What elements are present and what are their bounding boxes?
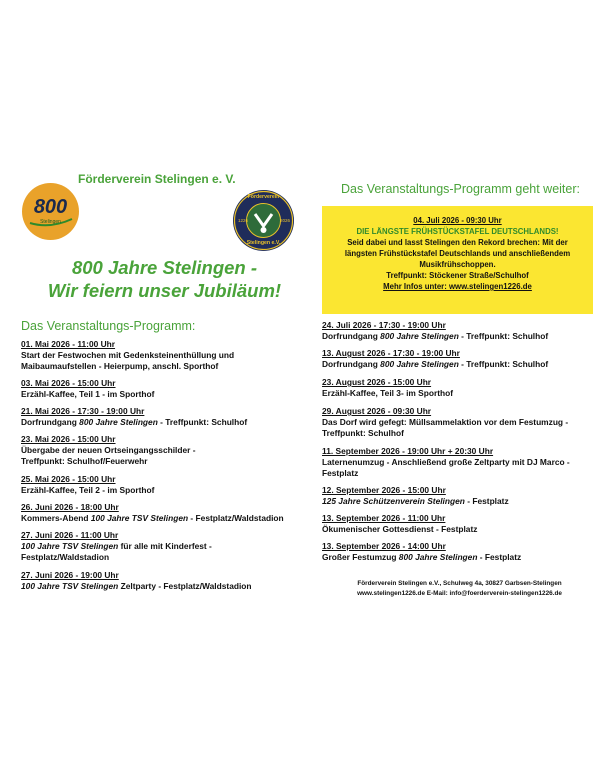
event-left-5 [21,474,154,496]
event-text: Erzähl-Kaffee, Teil 1 - im Sporthof [21,389,155,400]
title-line-1: 800 Jahre Stelingen - [71,257,258,278]
title-line-2: Wir feiern unser Jubiläum! [47,280,282,301]
event-text-pre: Kommers-Abend [21,513,91,524]
highlight-box [322,206,593,314]
event-date: 29. August 2026 - 09:30 Uhr [322,406,432,416]
event-date: 01. Mai 2026 - 11:00 Uhr [21,339,116,349]
event-date: 23. Mai 2026 - 15:00 Uhr [21,434,116,444]
event-date: 21. Mai 2026 - 17:30 - 19:00 Uhr [21,406,145,416]
event-text-post: - Festplatz/Waldstadion [188,513,284,524]
event-right-6 [322,485,509,507]
event-text-italic: 800 Jahre Stelingen [398,552,478,563]
highlight-headline: DIE LÄNGSTE FRÜHSTÜCKSTAFEL DEUTSCHLANDS! [356,227,559,236]
event-text-pre: Dorfrundgang [21,417,80,428]
logo2-left: 1226 [238,218,249,223]
event-text-post: - Treffpunkt: Schulhof [458,331,549,342]
event-text: Maibaumaufstellen - Heierpump, anschl. Sporthof [21,361,219,372]
event-right-5 [322,446,570,480]
event-left-8 [21,570,252,592]
highlight-info-link[interactable]: Mehr Infos unter: www.stelingen1226.de [383,282,532,291]
event-text-post: - Festplatz [477,552,522,563]
event-text [322,496,509,507]
highlight-body-1: Seid dabei und lasst Stelingen den Rekord brechen: Mit der [347,238,568,247]
event-text [322,359,548,370]
event-text-italic: 100 Jahre TSV Stelingen [21,581,119,592]
event-text: Ökumenischer Gottesdienst - Festplatz [322,524,478,535]
event-text: Treffpunkt: Schulhof [322,428,404,439]
event-text-pre: Dorfrundgang [322,359,381,370]
event-text-italic: 100 Jahre TSV Stelingen [90,513,189,524]
event-date: 13. August 2026 - 17:30 - 19:00 Uhr [322,348,460,358]
event-right-2 [322,348,548,370]
event-date: 13. September 2026 - 11:00 Uhr [322,513,446,523]
event-date: 03. Mai 2026 - 15:00 Uhr [21,378,116,388]
logo1-number: 800 [33,196,68,218]
event-text [21,513,284,524]
event-text-italic: 800 Jahre Stelingen [380,331,459,342]
footer-contact[interactable]: www.stelingen1226.de E-Mail: info@foerderverein-stelingen1226.de [357,590,562,597]
event-text [21,541,212,552]
jubilee-800-logo [22,183,79,240]
event-right-4 [322,406,568,440]
event-text: Übergabe der neuen Ortseingangsschilder - [21,445,196,456]
event-left-2 [21,378,154,400]
event-left-3 [21,406,247,428]
event-date: 25. Mai 2026 - 15:00 Uhr [21,474,116,484]
event-text: Laternenumzug - Anschließend große Zeltparty mit DJ Marco - [322,457,570,468]
event-text [21,581,252,592]
event-date: 12. September 2026 - 15:00 Uhr [322,485,446,495]
footer [322,579,597,599]
event-text-italic: 800 Jahre Stelingen [380,359,459,370]
event-date: 23. August 2026 - 15:00 Uhr [322,377,432,387]
left-heading: Das Veranstaltungs-Programm: [21,319,196,333]
logo1-sub: Stelingen [40,219,61,225]
event-left-1 [21,339,234,373]
event-date: 27. Juni 2026 - 11:00 Uhr [21,530,119,540]
event-left-6 [21,502,284,524]
logo2-bottom: Stelingen e.V. [246,240,281,246]
event-text [322,331,548,342]
event-date: 26. Juni 2026 - 18:00 Uhr [21,502,119,512]
event-text-post: - Treffpunkt: Schulhof [157,417,248,428]
event-text: Festplatz [322,468,359,479]
event-date: 11. September 2026 - 19:00 Uhr + 20:30 Uhr [322,446,494,456]
event-left-4 [21,434,196,468]
event-text [21,417,247,428]
event-text: Das Dorf wird gefegt: Müllsammelaktion vor dem Festumzug - [322,417,569,428]
org-name: Förderverein Stelingen e. V. [78,172,236,186]
right-heading: Das Veranstaltungs-Programm geht weiter: [341,182,580,196]
event-text: Festplatz/Waldstadion [21,552,110,563]
event-text: Treffpunkt: Schulhof/Feuerwehr [21,456,148,467]
event-date: 13. September 2026 - 14:00 Uhr [322,541,446,551]
highlight-body-2: längsten Frühstückstafel Deutschlands und anschließendem [344,249,571,258]
event-left-7 [21,530,212,564]
event-text: Start der Festwochen mit Gedenksteinenthüllung und [21,350,235,361]
event-text-pre: Dorfrundgang [322,331,381,342]
highlight-meeting: Treffpunkt: Stöckener Straße/Schulhof [386,271,529,280]
logo2-top: Förderverein [247,194,280,200]
highlight-body-3: Musikfrühschoppen. [419,260,496,269]
event-date: 24. Juli 2026 - 17:30 - 19:00 Uhr [322,320,446,330]
footer-address: Förderverein Stelingen e.V., Schulweg 4a, 30827 Garbsen-Stelingen [357,580,562,587]
highlight-date: 04. Juli 2026 - 09:30 Uhr [413,216,502,225]
event-right-1 [322,320,548,342]
event-right-8 [322,541,521,563]
event-text-post: - Treffpunkt: Schulhof [458,359,549,370]
event-text [322,552,521,563]
event-text-italic: 125 Jahre Schützenverein Stelingen [322,496,465,507]
event-text: Erzähl-Kaffee, Teil 2 - im Sporthof [21,485,155,496]
page-title [22,256,307,302]
foerderverein-seal-logo [233,190,294,251]
event-text-italic: 800 Jahre Stelingen [79,417,158,428]
event-text: Erzähl-Kaffee, Teil 3- im Sporthof [322,388,454,399]
event-date: 27. Juni 2026 - 19:00 Uhr [21,570,119,580]
event-text-post: für alle mit Kinderfest - [118,541,212,552]
logo2-right: 2026 [280,218,291,223]
event-text-post: Zeltparty - Festplatz/Waldstadion [118,581,252,592]
event-text-post: - Festplatz [464,496,509,507]
event-text-pre: Großer Festumzug [322,552,399,563]
event-right-7 [322,513,477,535]
event-right-3 [322,377,453,399]
event-text-italic: 100 Jahre TSV Stelingen [21,541,119,552]
